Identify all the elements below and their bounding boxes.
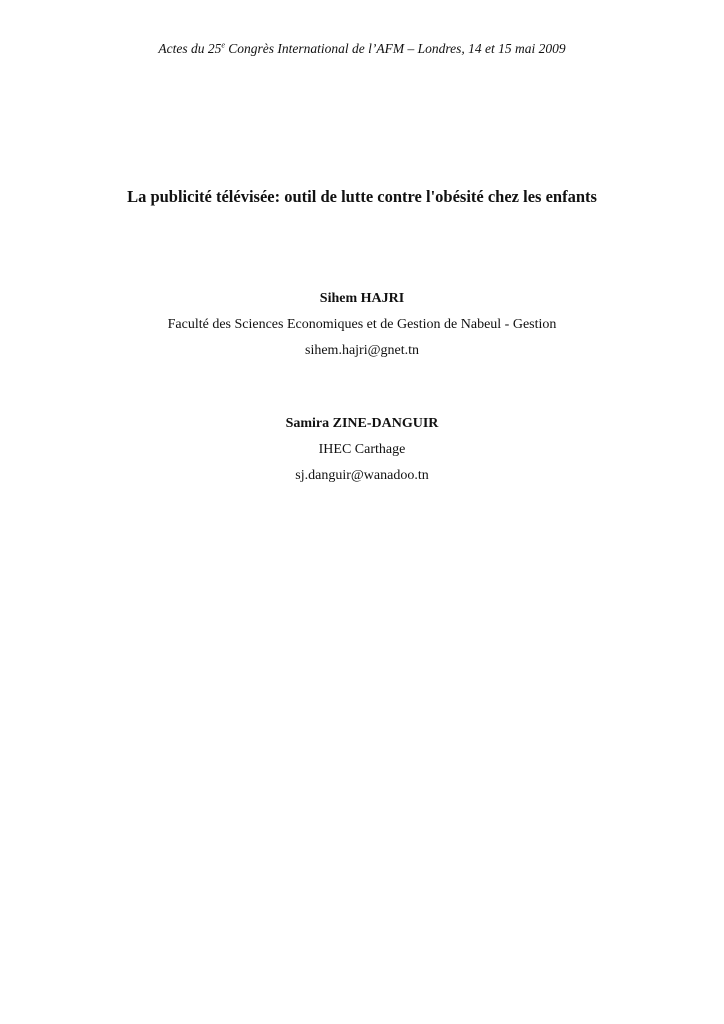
running-header xyxy=(0,40,724,58)
author-affiliation: Faculté des Sciences Economiques et de Gestion de Nabeul - Gestion xyxy=(167,317,557,332)
header-text-post: Congrès International de l’AFM – Londres, 14 et 15 mai 2009 xyxy=(224,41,566,56)
author-block xyxy=(0,411,724,489)
paper-title: La publicité télévisée: outil de lutte contre l'obésité chez les enfants xyxy=(127,187,597,206)
author-email: sihem.hajri@gnet.tn xyxy=(305,343,419,358)
author-block xyxy=(0,286,724,364)
author-affiliation: IHEC Carthage xyxy=(318,442,406,457)
header-text-pre: Actes du 25 xyxy=(158,41,222,56)
header-superscript: e xyxy=(221,40,225,50)
author-email: sj.danguir@wanadoo.tn xyxy=(295,468,429,483)
author-name: Samira ZINE-DANGUIR xyxy=(285,416,439,431)
author-name: Sihem HAJRI xyxy=(319,291,405,306)
